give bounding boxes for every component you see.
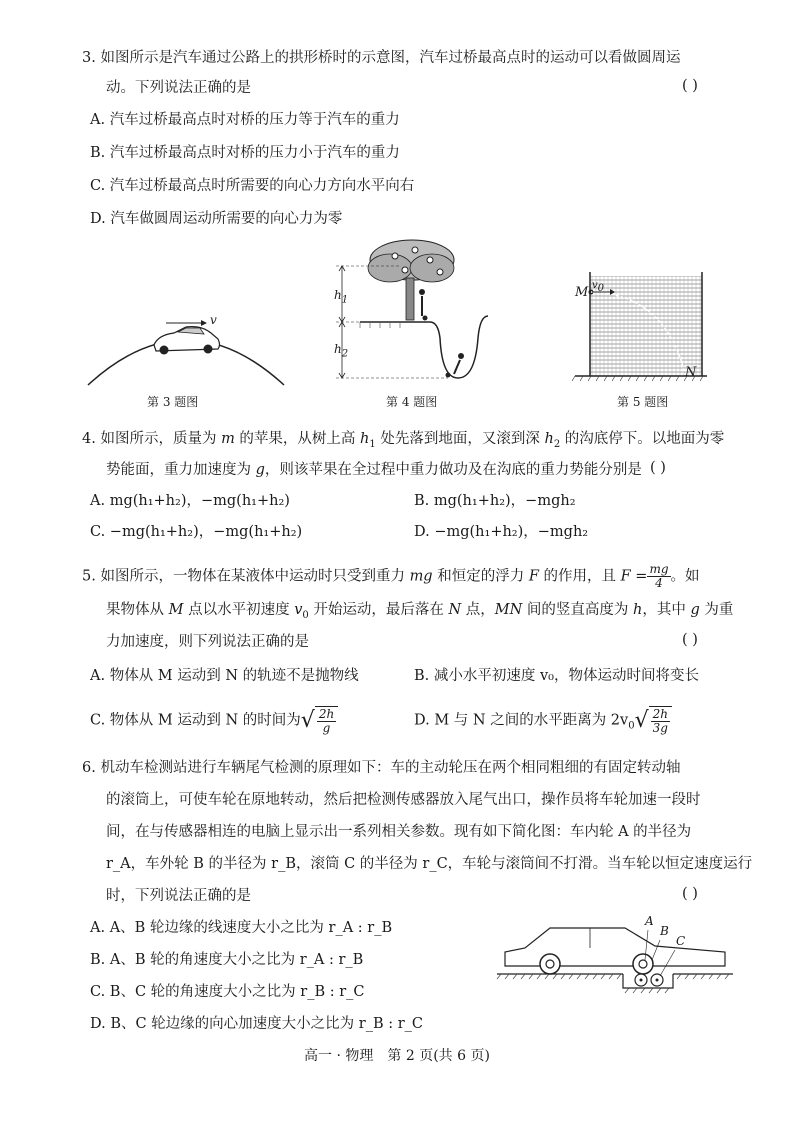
q5-optD-sqrt: √ $\frac{2h}{3g}$ [635,706,672,735]
q4-option-b: B. mg(h₁+h₂)，−mgh₂ [414,493,576,509]
q3-stem-line2: 动。下列说法正确的是 [106,80,251,96]
figure-3-bridge [86,305,286,390]
fig3-velocity-label: v [210,313,217,327]
q5-optC-sqrt: √ $\frac{2h}{g}$ [301,706,338,735]
figure-4-tree-ditch [330,238,500,386]
q6-option-b: B. A、B 轮的角速度大小之比为 r_A : r_B [90,952,364,968]
q5-option-c: C. 物体从 M 运动到 N 的时间为 √ $\frac{2h}{g}$ [90,706,338,735]
q6-stem-line1: 6. 机动车检测站进行车辆尾气检测的原理如下：车的主动轮压在两个相同粗细的有固定转动轴 [82,760,681,776]
q6-option-d: D. B、C 轮边缘的向心加速度大小之比为 r_B : r_C [90,1016,424,1032]
fig6-label-A: A [645,914,654,928]
q5-option-b: B. 减小水平初速度 v₀，物体运动时间将变长 [414,668,699,684]
fig5-v0-label: $v_0$ [592,280,605,294]
q6-stem-line4: r_A，车外轮 B 的半径为 r_B，滚筒 C 的半径为 r_C，车轮与滚筒间不打滑。当车轮以恒定速度运行 [106,856,753,872]
fig5-caption: 第 5 题图 [617,395,669,409]
q6-option-a: A. A、B 轮边缘的线速度大小之比为 r_A : r_B [90,920,393,936]
q4-answer-paren: ( ) [650,460,666,476]
q3-option-d: D. 汽车做圆周运动所需要的向心力为零 [90,211,343,227]
q5-answer-paren: ( ) [682,632,698,648]
q3-option-b: B. 汽车过桥最高点时对桥的压力小于汽车的重力 [90,145,400,161]
fig3-caption: 第 3 题图 [147,395,199,409]
q3-option-a: A. 汽车过桥最高点时对桥的压力等于汽车的重力 [90,112,400,128]
q6-option-c: C. B、C 轮的角速度大小之比为 r_B : r_C [90,984,365,1000]
q4-option-c: C. −mg(h₁+h₂)，−mg(h₁+h₂) [90,524,303,540]
q3-stem-line1: 3. 如图所示是汽车通过公路上的拱形桥时的示意图，汽车过桥最高点时的运动可以看做圆周运 [82,50,681,66]
q5-stem-line2: 果物体从 M 点以水平初速度 $v_0$ 开始运动，最后落在 N 点，MN 间的竖直高度为 h，其中 g 为重 [106,602,734,621]
q6-answer-paren: ( ) [682,886,698,902]
q5-stem-line3: 力加速度，则下列说法正确的是 [106,634,309,650]
fig5-N-label: N [685,365,697,380]
fig5-M-label: M [575,285,589,300]
q4-option-d: D. −mg(h₁+h₂)，−mgh₂ [414,524,589,540]
fig6-label-B: B [660,924,669,938]
page-footer: 高一 · 物理 第 2 页(共 6 页) [304,1048,490,1064]
figure-6-car-rollers [495,918,735,996]
q4-option-a: A. mg(h₁+h₂)，−mg(h₁+h₂) [90,493,290,509]
q5-option-a: A. 物体从 M 运动到 N 的轨迹不是抛物线 [90,668,359,684]
q5-stem-line1: 5. 如图所示，一物体在某液体中运动时只受到重力 mg 和恒定的浮力 F 的作用，且 F = $\frac{mg}{4}$ 。如 [82,562,700,590]
q5-fraction: $\frac{mg}{4}$ [649,562,669,590]
fig6-label-C: C [676,934,686,948]
q6-stem-line3: 间，在与传感器相连的电脑上显示出一系列相关参数。现有如下简化图：车内轮 A 的半径为 [106,824,692,840]
q6-stem-line5: 时，下列说法正确的是 [106,888,251,904]
fig4-h2-label: $h_2$ [334,342,349,360]
q6-stem-line2: 的滚筒上，可使车轮在原地转动，然后把检测传感器放入尾气出口，操作员将车轮加速一段时 [106,792,701,808]
q3-option-c: C. 汽车过桥最高点时所需要的向心力方向水平向右 [90,178,415,194]
q4-stem-line1: 4. 如图所示，质量为 m 的苹果，从树上高 $h_1$ 处先落到地面，又滚到深 $h_2$ 的沟底停下。以地面为零 [82,431,725,450]
fig4-h1-label: $h_1$ [334,288,349,306]
q4-stem-line2: 势能面，重力加速度为 g，则该苹果在全过程中重力做功及在沟底的重力势能分别是 [106,462,642,478]
fig4-caption: 第 4 题图 [386,395,438,409]
q3-answer-paren: ( ) [682,78,698,94]
q5-option-d: D. M 与 N 之间的水平距离为 $2v_0$ √ $\frac{2h}{3g}$ [414,706,672,736]
